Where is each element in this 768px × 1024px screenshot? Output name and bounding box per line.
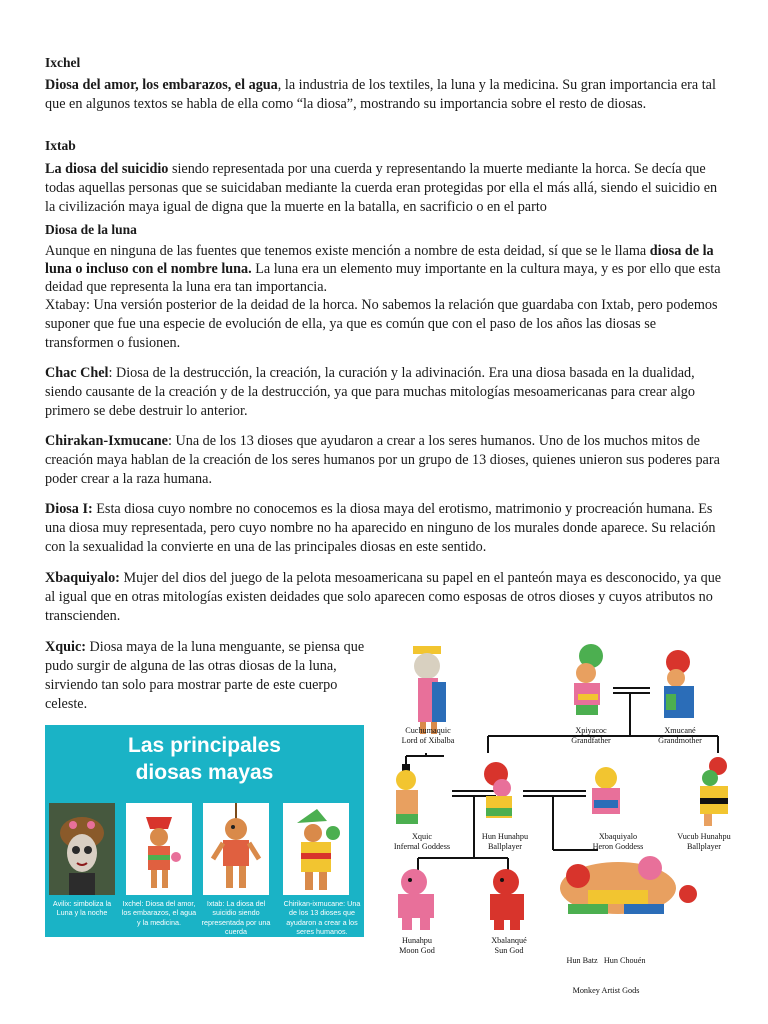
xpiyacoc-figure-icon (574, 644, 603, 715)
xbaquiyalo-text: Mujer del dios del juego de la pelota mesoamericana su papel en el panteón maya es desconocido, ya que al igual que en otras mitologías existen deidades que solo aparecen como esposas de otros dioses y cuyos atributos no transcienden. (45, 570, 722, 624)
label-cuchumaquic-role: Lord of Xibalba (401, 736, 455, 745)
label-xmucane-name: Xmucané (664, 726, 696, 735)
family-tree-drawing (388, 628, 738, 968)
ixchel-text: , la industria de los textiles, la luna y la medicina. Su gran importancia era tal que en algunos textos se habla de ella como “la diosa”, mostrando su importancia sobre el resto de diosas. (45, 77, 716, 112)
label-monkey-gods-name: Hun Batz Hun Chouén (566, 956, 646, 965)
label-xquic-role: Infernal Goddess (393, 842, 451, 851)
infographic-title (45, 732, 364, 786)
paragraph-ixchel (45, 76, 725, 114)
infographic-title-line-2: diosas mayas (135, 761, 274, 784)
vucub-hunahpu-figure-icon (700, 757, 728, 826)
label-vucub-hunahpu (670, 832, 738, 852)
ixtab-figure-icon (203, 803, 269, 895)
label-hunahpu-role: Moon God (399, 946, 435, 955)
label-xbalanque (476, 936, 542, 956)
ixtab-image (203, 803, 269, 895)
goddesses-infographic (45, 725, 364, 937)
ixtab-caption: Ixtab: La diosa del suicidio siendo representada por una cuerda (201, 899, 271, 937)
infographic-title-line-1: Las principales (128, 734, 281, 757)
paragraph-luna (45, 242, 725, 296)
paragraph-xbaquiyalo (45, 569, 725, 626)
paragraph-xtabay: Xtabay: Una versión posterior de la deidad de la horca. No sabemos la relación que guardaba con Ixtab, pero podemos suponer que fue una especie de evolución de ella, ya que es común que con el paso de los años las diosas se transformen o fusionen. (45, 297, 718, 351)
label-vucub-hunahpu-role: Ballplayer (686, 842, 722, 851)
luna-text-2: La luna era un elemento muy importante en la cultura maya, y es por ello que esta deidad que representa la luna era tan importancia. (45, 261, 721, 295)
label-monkey-gods (554, 936, 658, 1016)
xmucane-figure-icon (664, 650, 694, 718)
xbaquiyalo-bold: Xbaquiyalo: (45, 570, 120, 586)
avilix-image (49, 803, 115, 895)
avilix-figure-icon (49, 803, 115, 895)
label-xmucane (640, 726, 720, 746)
ixchel-bold: Diosa del amor, los embarazos, el agua (45, 77, 278, 93)
label-monkey-gods-role: Monkey Artist Gods (572, 986, 640, 995)
label-xbaquiyalo-name: Xbaquiyalo (598, 832, 638, 841)
label-xpiyacoc (556, 726, 626, 746)
label-hunahpu (382, 936, 452, 956)
heading-luna: Diosa de la luna (45, 222, 137, 237)
ixtab-bold: La diosa del suicidio (45, 161, 169, 177)
ixchel-caption: Ixchel: Diosa del amor, los embarazos, el agua y la medicina. (121, 899, 197, 927)
label-xbalanque-name: Xbalanqué (491, 936, 527, 945)
label-hun-hunahpu-name: Hun Hunahpu (481, 832, 529, 841)
ixchel-image (126, 803, 192, 895)
paragraph-xquic (45, 638, 365, 714)
label-hun-hunahpu-role: Ballplayer (487, 842, 523, 851)
chac-chel-text: : Diosa de la destrucción, la creación, la curación y la adivinación. Era una diosa basada en la dualidad, siendo causante de la creación y de la destrucción, ya que para muchas mitologías mesoamericanas para crear algo primero se debe destruir lo anterior. (45, 365, 695, 419)
paragraph-diosa-i (45, 500, 725, 557)
paragraph-chirakan (45, 432, 725, 489)
hunahpu-figure-icon (398, 869, 434, 930)
label-hun-hunahpu (468, 832, 542, 852)
label-xbaquiyalo-role: Heron Goddess (592, 842, 644, 851)
maya-family-tree (388, 628, 738, 995)
label-xbalanque-role: Sun God (494, 946, 524, 955)
label-xquic-name: Xquic (411, 832, 432, 841)
label-xquic (384, 832, 460, 852)
chirakan-caption: Chirikan-ixmucane: Una de los 13 dioses que ayudaron a crear a los seres humanos. (283, 899, 361, 937)
xquic-bold: Xquic: (45, 639, 86, 655)
paragraph-chac-chel (45, 364, 725, 421)
label-xmucane-role: Grandmother (658, 736, 702, 745)
chirakan-bold: Chirakan-Ixmucane (45, 433, 168, 449)
label-cuchumaquic-name: Cuchumaquic (405, 726, 451, 735)
xquic-text: Diosa maya de la luna menguante, se piensa que pudo surgir de alguna de las otras diosas de la luna, sirviendo tan solo para mostrar parte de este cuerpo celeste. (45, 639, 365, 712)
luna-text-1: Aunque en ninguna de las fuentes que tenemos existe mención a nombre de esta deidad, sí que se le llama (45, 243, 650, 259)
chirakan-text: : Una de los 13 dioses que ayudaron a crear a los seres humanos. Uno de los muchos mitos de creación maya hablan de la creación de los seres humanos por un grupo de 13 dioses, quienes unieron sus poderes para poder crear a la raza humana. (45, 433, 720, 487)
monkey-artist-gods-figure-icon (560, 856, 697, 914)
xbaquiyalo-figure-icon (592, 767, 620, 814)
chac-chel-bold: Chac Chel (45, 365, 109, 381)
cuchumaquic-figure-icon (413, 646, 446, 734)
diosa-i-text: Esta diosa cuyo nombre no conocemos es la diosa maya del erotismo, matrimonio y procreación humana. Es una diosa muy representada, pero cuyo nombre no ha aparecido en ninguno de los murales donde aparece. Su relación con la sexualidad la convierte en una de las principales diosas en este sentido. (45, 501, 716, 555)
luna-bold: diosa de la luna o incluso con el nombre luna. (45, 243, 714, 277)
diosa-i-bold: Diosa I: (45, 501, 93, 517)
ixtab-text: siendo representada por una cuerda y representando la muerte mediante la horca. Se decía que todas aquellas personas que se suicidaban mediante la cuerda eran protegidas por ella el más allá, siendo el suicidio en la civilización maya igual de digna que la muerte en la batalla, en sacrificio o en el parto (45, 161, 718, 215)
label-hunahpu-name: Hunahpu (401, 936, 432, 945)
paragraph-ixtab (45, 160, 725, 217)
ixchel-figure-icon (126, 803, 192, 895)
label-xpiyacoc-role: Grandfather (571, 736, 611, 745)
heading-ixtab: Ixtab (45, 138, 76, 153)
xquic-figure-icon (396, 764, 418, 824)
heading-ixchel: Ixchel (45, 55, 81, 70)
xbalanque-figure-icon (490, 869, 524, 930)
label-vucub-hunahpu-name: Vucub Hunahpu (677, 832, 731, 841)
label-xbaquiyalo (580, 832, 656, 852)
chirakan-image (283, 803, 349, 895)
label-cuchumaquic (386, 726, 470, 746)
chirakan-figure-icon (283, 803, 349, 895)
avilix-caption: Avilix: simboliza la Luna y la noche (52, 899, 112, 918)
label-xpiyacoc-name: Xpiyacoc (575, 726, 607, 735)
